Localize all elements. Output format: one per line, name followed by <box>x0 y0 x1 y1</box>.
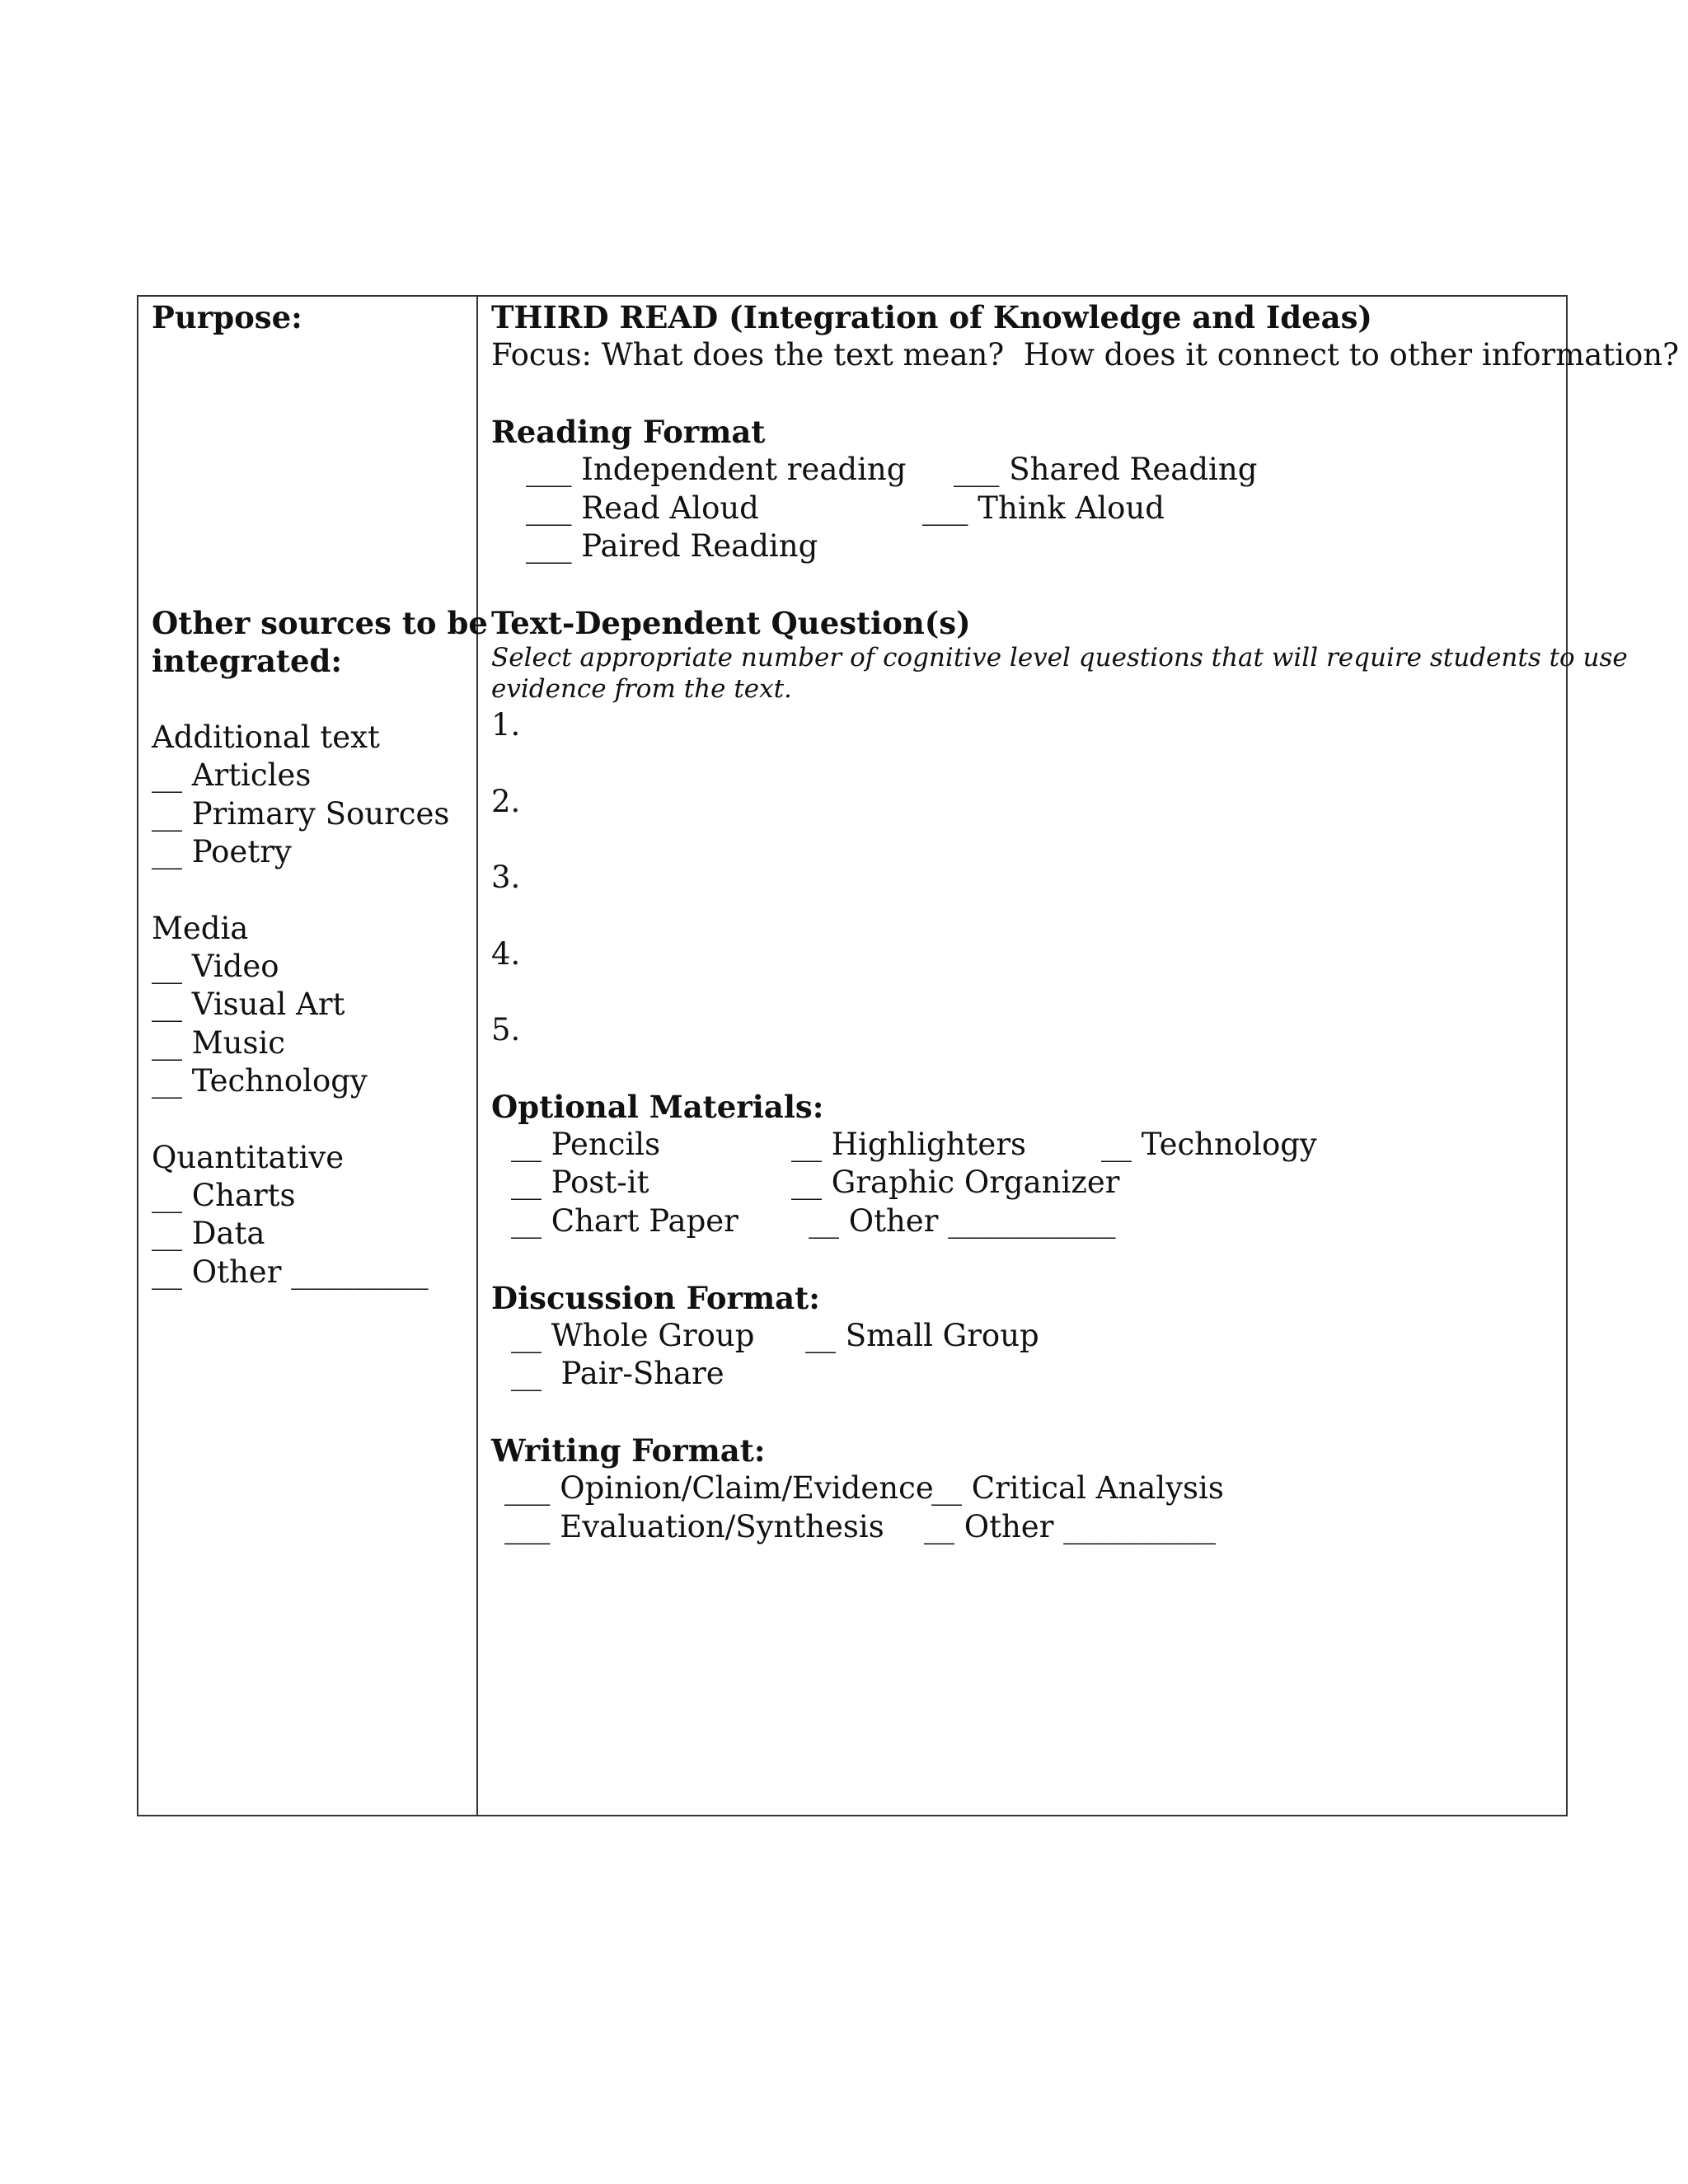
option-independent-reading[interactable]: ___ Independent reading <box>526 452 907 487</box>
option-shared-reading[interactable]: ___ Shared Reading <box>954 452 1258 487</box>
other-sources-heading-line1: Other sources to be <box>152 605 488 641</box>
option-critical-analysis[interactable]: __ Critical Analysis <box>931 1470 1224 1506</box>
option-small-group[interactable]: __ Small Group <box>805 1318 1039 1353</box>
option-pair-share[interactable]: __ Pair-Share <box>511 1356 724 1391</box>
option-video[interactable]: __ Video <box>152 949 279 984</box>
option-read-aloud[interactable]: ___ Read Aloud <box>526 490 759 526</box>
option-highlighters[interactable]: __ Highlighters <box>791 1127 1026 1162</box>
option-paired-reading[interactable]: ___ Paired Reading <box>526 528 818 564</box>
question-number-2: 2. <box>491 784 521 819</box>
option-other-quantitative[interactable]: __ Other _________ <box>152 1254 429 1290</box>
focus-line: Focus: What does the text mean? How does it connect to other information? <box>491 337 1679 373</box>
text-dependent-instruction-line1: Select appropriate number of cognitive level questions that will require students to use <box>491 643 1628 673</box>
option-other-writing[interactable]: __ Other __________ <box>924 1509 1217 1544</box>
reading-format-heading: Reading Format <box>491 414 766 450</box>
option-post-it[interactable]: __ Post-it <box>511 1165 649 1200</box>
option-visual-art[interactable]: __ Visual Art <box>152 987 345 1022</box>
option-graphic-organizer[interactable]: __ Graphic Organizer <box>791 1165 1120 1200</box>
column-divider <box>476 297 478 1815</box>
text-dependent-heading: Text-Dependent Question(s) <box>491 605 971 641</box>
option-chart-paper[interactable]: __ Chart Paper <box>511 1203 738 1239</box>
purpose-label: Purpose: <box>152 299 302 335</box>
option-pencils[interactable]: __ Pencils <box>511 1127 661 1162</box>
third-read-title: THIRD READ (Integration of Knowledge and Ideas) <box>491 299 1372 335</box>
question-number-3: 3. <box>491 860 521 895</box>
option-data[interactable]: __ Data <box>152 1216 265 1251</box>
option-opinion-claim-evidence[interactable]: ___ Opinion/Claim/Evidence <box>504 1470 934 1506</box>
writing-format-heading: Writing Format: <box>491 1432 766 1469</box>
option-primary-sources[interactable]: __ Primary Sources <box>152 796 450 832</box>
other-sources-heading-line2: integrated: <box>152 643 343 679</box>
quantitative-heading: Quantitative <box>152 1140 345 1175</box>
option-articles[interactable]: __ Articles <box>152 757 312 793</box>
option-evaluation-synthesis[interactable]: ___ Evaluation/Synthesis <box>504 1509 884 1544</box>
option-think-aloud[interactable]: ___ Think Aloud <box>922 490 1165 526</box>
option-music[interactable]: __ Music <box>152 1025 286 1061</box>
optional-materials-heading: Optional Materials: <box>491 1089 824 1125</box>
text-dependent-instruction-line2: evidence from the text. <box>491 674 792 704</box>
additional-text-heading: Additional text <box>152 719 380 755</box>
option-technology-media[interactable]: __ Technology <box>152 1063 368 1099</box>
option-poetry[interactable]: __ Poetry <box>152 834 292 869</box>
option-whole-group[interactable]: __ Whole Group <box>511 1318 755 1353</box>
option-charts[interactable]: __ Charts <box>152 1178 296 1213</box>
discussion-format-heading: Discussion Format: <box>491 1280 820 1316</box>
option-other-materials[interactable]: __ Other ___________ <box>809 1203 1116 1239</box>
media-heading: Media <box>152 911 249 946</box>
question-number-4: 4. <box>491 936 521 972</box>
lesson-form-table <box>137 295 1568 1816</box>
option-technology-materials[interactable]: __ Technology <box>1101 1127 1317 1162</box>
question-number-1: 1. <box>491 707 521 743</box>
question-number-5: 5. <box>491 1012 521 1047</box>
